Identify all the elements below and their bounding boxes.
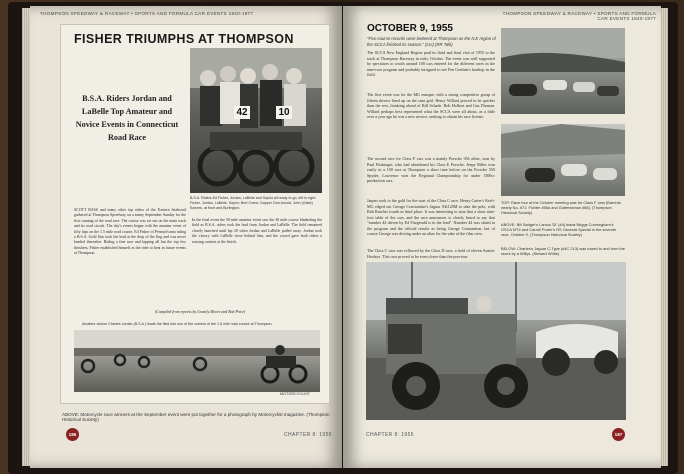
body-paragraph-5: The Class C race was followed by the Class D race, a field of eleven Austin-Healeys. This race proved to be even closer than the previous bbox=[367, 248, 495, 259]
left-chapter-footer: CHAPTER 8: 1955 bbox=[284, 432, 332, 438]
right-running-head: THOMPSON SPEEDWAY & RACEWAY • SPORTS AND FORMULA CAR EVENTS 1940-1977 bbox=[502, 11, 656, 21]
clipping-subhead: B.S.A. Riders Jordan and LaBelle Top Amateur and Novice Events in Connecticut Road Race bbox=[75, 94, 179, 142]
clipping-column-1: SCOTT BASS and many other top riders of the Eastern Seaboard gathered at Thompson Speedway on a sunny September Sunday for the first running of the road race. The course was set out on the main track and its road circuit. The day's events began with the amateur event of fifty laps on the 1.5 mile road course. Ed Fisher of Pennsylvania riding a B.S.A. Gold Star took the lead at the drop of the flag and was never headed thereafter. Riding a fine race and lapping all but the top few finishers, Fisher established himself as the rider to beat in future events at Thompson. bbox=[74, 208, 186, 256]
page-edges-left bbox=[22, 8, 30, 466]
left-page-number: 186 bbox=[66, 428, 79, 441]
body-paragraph-2: The first event was for the MG marque, with a strong competitive group of fifteen drivers lined up on the start grid. Henry Willard proved to be quicker than the rest, finishing ahead of Bill Schade, Bob Holbert and Gus Ehrman. Willard perhaps best represented what the SCCA were all about, as a little over a year ago he was a new novice, seeking to obtain his race license. bbox=[367, 92, 495, 119]
clipping-headline: FISHER TRIUMPHS AT THOMPSON bbox=[74, 32, 294, 46]
race-cars-middle-illustration bbox=[501, 124, 625, 196]
event-quote: "Five course records were bettered at Thompson as the N.E region of the SCCA finished its season." (ssc) (RR Talk) bbox=[367, 36, 496, 47]
clipping-column-2: In the final event the 50 mile amateur event saw the 30 mile course blanketing the field as B.S.A. riders took the lead from Jordan and LaBelle. The field remained closely bunched until lap 20 when Jordan and LaBelle pulled away. Jordan took the victory with LaBelle close behind him, and the crowd gave both riders a rousing ovation at the finish. bbox=[192, 218, 322, 244]
clipping-credit: (Compiled from reports by Grantly Moore and Bob Price) bbox=[154, 310, 246, 314]
right-page-number: 187 bbox=[612, 428, 625, 441]
rider-group-photo bbox=[190, 48, 322, 193]
left-running-head: THOMPSON SPEEDWAY & RACEWAY • SPORTS AND FORMULA CAR EVENTS 1940-1977 bbox=[40, 11, 254, 16]
jeep-illustration bbox=[366, 262, 626, 420]
left-caption-above: ABOVE: Motorcycle race winners at the September event were put together for a photograph by Motorcyclist magazine. (Thompson Historical Society) bbox=[62, 412, 330, 422]
event-title: OCTOBER 9, 1955 bbox=[367, 23, 453, 34]
page-edges-right bbox=[660, 8, 668, 466]
race-cars-top-illustration bbox=[501, 28, 625, 114]
rider-group-illustration bbox=[190, 48, 322, 193]
race-photo-top bbox=[501, 28, 625, 114]
caption-above: ABOVE: Bill Sadger's Lancia 'DI' (#4) leads Briggs Cunningham's OSCA MT4 and Carroll Porter's RS Osceola Special in the seventh race, October 9. (Thompson Historical Society) bbox=[501, 222, 617, 238]
race-number-10: 10 bbox=[278, 107, 290, 118]
body-paragraph-4: Jaques took to the gold for the start of the Class C race. Henry Carter's Kieft-MG edged out George Constantine's Jaguar XK120M to take the pole, with Bob Rutcher fourth in third place. It was interesting to note that a short nine-foot table of the cars, and the race announcer is clearly heard to say that "number 44 driven by Ed Fitzgerald is in the lead". Number 44 was slated in the program and the official results as being George Constantine, but of course George was driving under an alias for the sake of the film crew. bbox=[367, 198, 495, 236]
race-photo-caption: Amateur winner Charles Jordan (B.S.A.) leads the field into one of the corners of the 1.5 mile road course at Thompson. bbox=[82, 322, 273, 326]
caption-top: TOP: Race four at the October meeting was for Class F cars (Barrinto nearly No. #71: Fichter #55a and Gutterssman #65). (Thompson Historical Society) bbox=[501, 200, 621, 216]
caption-below: BELOW: Charles's Jaguar C-Type (#4C 213) was towed to and from the races by a Willys. (Stewart White) bbox=[501, 246, 625, 257]
right-chapter-footer: CHAPTER 8: 1955 bbox=[366, 432, 414, 438]
body-paragraph-3: The second race for Class F cars was a mainly Porsche 356 affair, won by Paul Fitzkinger, who had abandoned his Class E Porsche. Jeepy Miles won easily in a 100 race at Thompson a short time before on the Porsche 550 Spyder, Lawrence won the Regional Championship for under 1500cc production cars. bbox=[367, 156, 495, 183]
jeep-towing-photo bbox=[366, 262, 626, 420]
race-photo-middle bbox=[501, 124, 625, 196]
rider-photo-caption: B.S.A. Riders Ed Fisher, Jordan, LaBelle and Saylor all ready to go, left to right: Fisher, Jordan, LaBelle, Saylor; Bert Crane, Dapper Dan Arnold, John (Gabe) Sowers, at front and Burlington. bbox=[190, 196, 317, 210]
race-number-42: 42 bbox=[236, 107, 248, 118]
race-photo-credit: MOTORCYCLIST bbox=[280, 392, 311, 396]
motorcycle-race-illustration bbox=[74, 330, 320, 392]
body-paragraph-1: The SCCA New England Region paid its third and final visit of 1955 to the track at Thompson Raceway in early October. The event was well supported by spectators to watch around 100 cars entered for the different races in the nine-race program and probably intrigued to see Fen Gerthen's hardtop in the field. bbox=[367, 50, 495, 77]
motorcycle-race-photo bbox=[74, 330, 320, 392]
